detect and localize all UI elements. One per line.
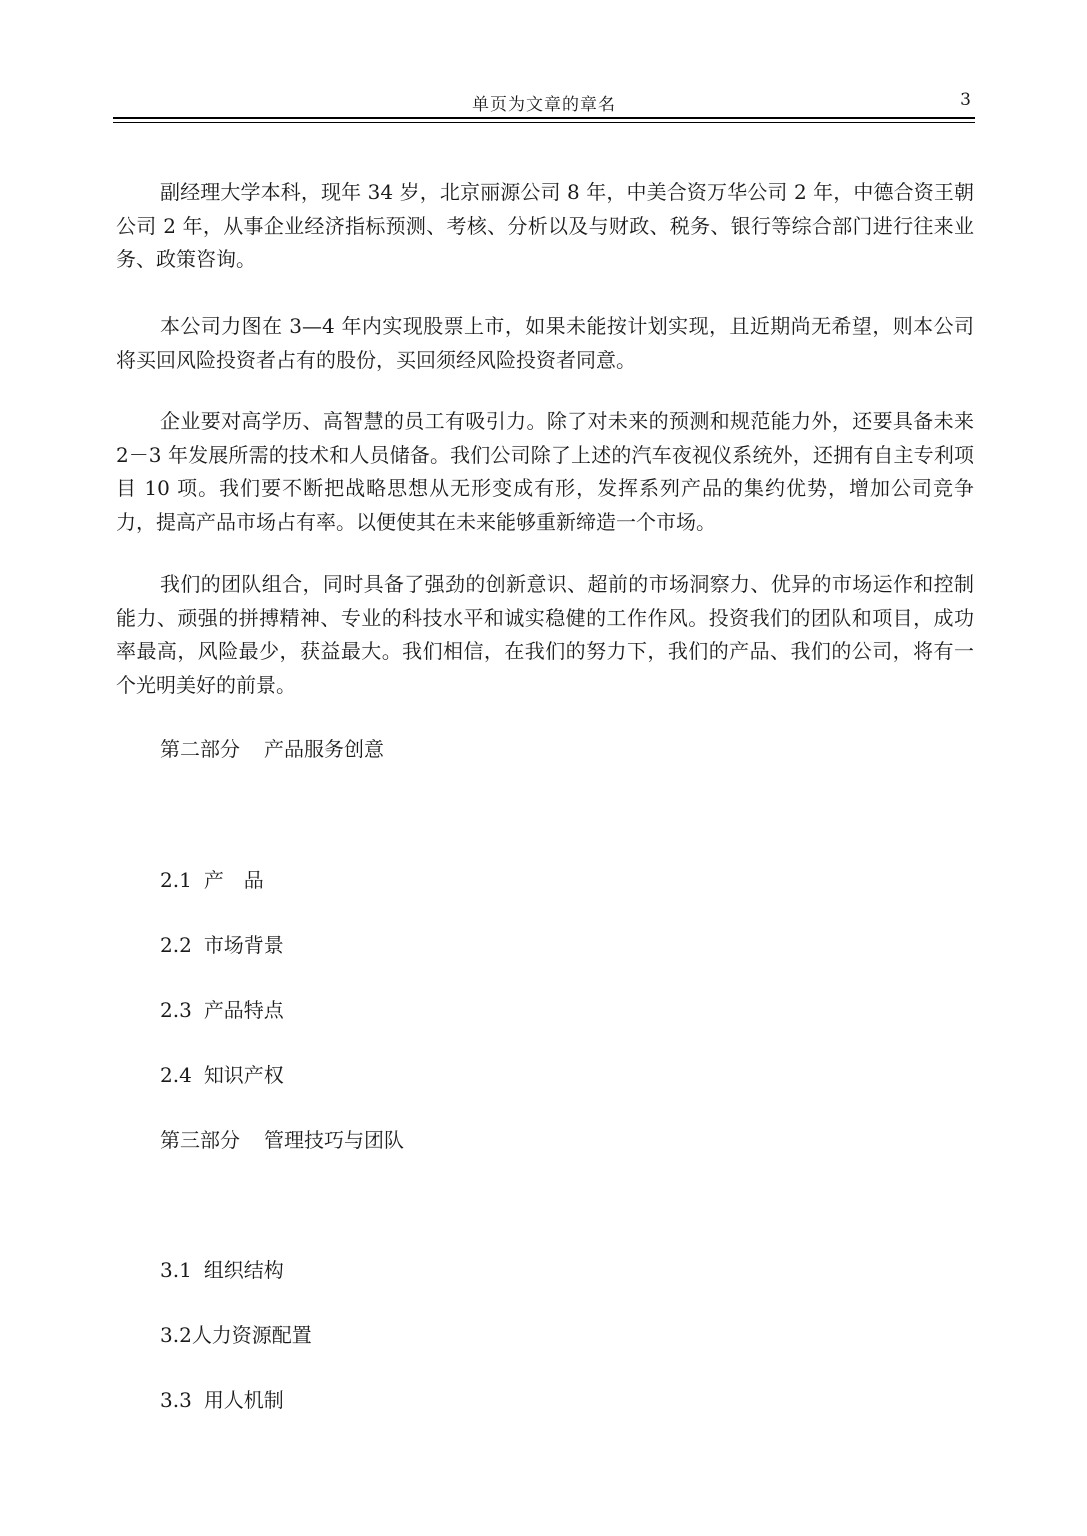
header-rule-thick <box>113 117 975 119</box>
toc-item-number: 2.2 <box>160 933 192 957</box>
header-rule-thin <box>113 122 975 123</box>
toc-item-number: 3.1 <box>160 1258 192 1282</box>
header-page-number: 3 <box>960 90 971 110</box>
toc-item-3-2 <box>160 1321 312 1349</box>
part3-title: 管理技巧与团队 <box>264 1128 404 1152</box>
paragraph-bio: 副经理大学本科，现年 34 岁，北京丽源公司 8 年，中美合资万华公司 2 年，中德合资王朝公司 2 年，从事企业经济指标预测、考核、分析以及与财政、税务、银行等综合部门进行往来业务、政策咨询。 <box>116 180 974 271</box>
page-header <box>113 88 975 116</box>
toc-item-text: 用人机制 <box>203 1388 284 1412</box>
paragraph-team: 我们的团队组合，同时具备了强劲的创新意识、超前的市场洞察力、优异的市场运作和控制能力、顽强的拼搏精神、专业的科技水平和诚实稳健的工作作风。投资我们的团队和项目，成功率最高，风险最少，获益最大。我们相信，在我们的努力下，我们的产品、我们的公司，将有一个光明美好的前景。 <box>116 572 974 697</box>
toc-item-number: 2.4 <box>160 1063 192 1087</box>
section-heading-part2 <box>160 735 384 763</box>
toc-item-number: 2.1 <box>160 868 192 892</box>
toc-item-text: 产品特点 <box>203 998 284 1022</box>
toc-item-text: 市场背景 <box>203 933 284 957</box>
toc-item-2-3 <box>160 996 284 1024</box>
paragraph-talent: 企业要对高学历、高智慧的员工有吸引力。除了对未来的预测和规范能力外，还要具备未来 2－3 年发展所需的技术和人员储备。我们公司除了上述的汽车夜视仪系统外，还拥有自主专利项目 10 项。我们要不断把战略思想从无形变成有形，发挥系列产品的集约优势，增加公司竞争力，提高产品市场占有率。以便使其在未来能够重新缔造一个市场。 <box>116 409 974 534</box>
toc-item-number: 3.2 <box>160 1323 192 1347</box>
toc-item-text: 人力资源配置 <box>191 1323 312 1347</box>
paragraph-ipo-plan: 本公司力图在 3—4 年内实现股票上市，如果未能按计划实现，且近期尚无希望，则本公司将买回风险投资者占有的股份，买回须经风险投资者同意。 <box>116 314 974 372</box>
part2-label: 第二部分 <box>160 737 240 761</box>
toc-item-2-4 <box>160 1061 284 1089</box>
toc-item-3-3 <box>160 1386 284 1414</box>
section-heading-part3 <box>160 1126 404 1154</box>
header-chapter-title: 单页为文章的章名 <box>472 95 616 115</box>
toc-item-2-2 <box>160 931 284 959</box>
toc-item-number: 2.3 <box>160 998 192 1022</box>
part2-title: 产品服务创意 <box>264 737 384 761</box>
toc-item-3-1 <box>160 1256 284 1284</box>
part3-label: 第三部分 <box>160 1128 240 1152</box>
toc-item-text: 产 品 <box>203 868 264 892</box>
toc-item-text: 组织结构 <box>203 1258 284 1282</box>
toc-item-2-1 <box>160 866 264 894</box>
toc-item-number: 3.3 <box>160 1388 192 1412</box>
toc-item-text: 知识产权 <box>203 1063 284 1087</box>
